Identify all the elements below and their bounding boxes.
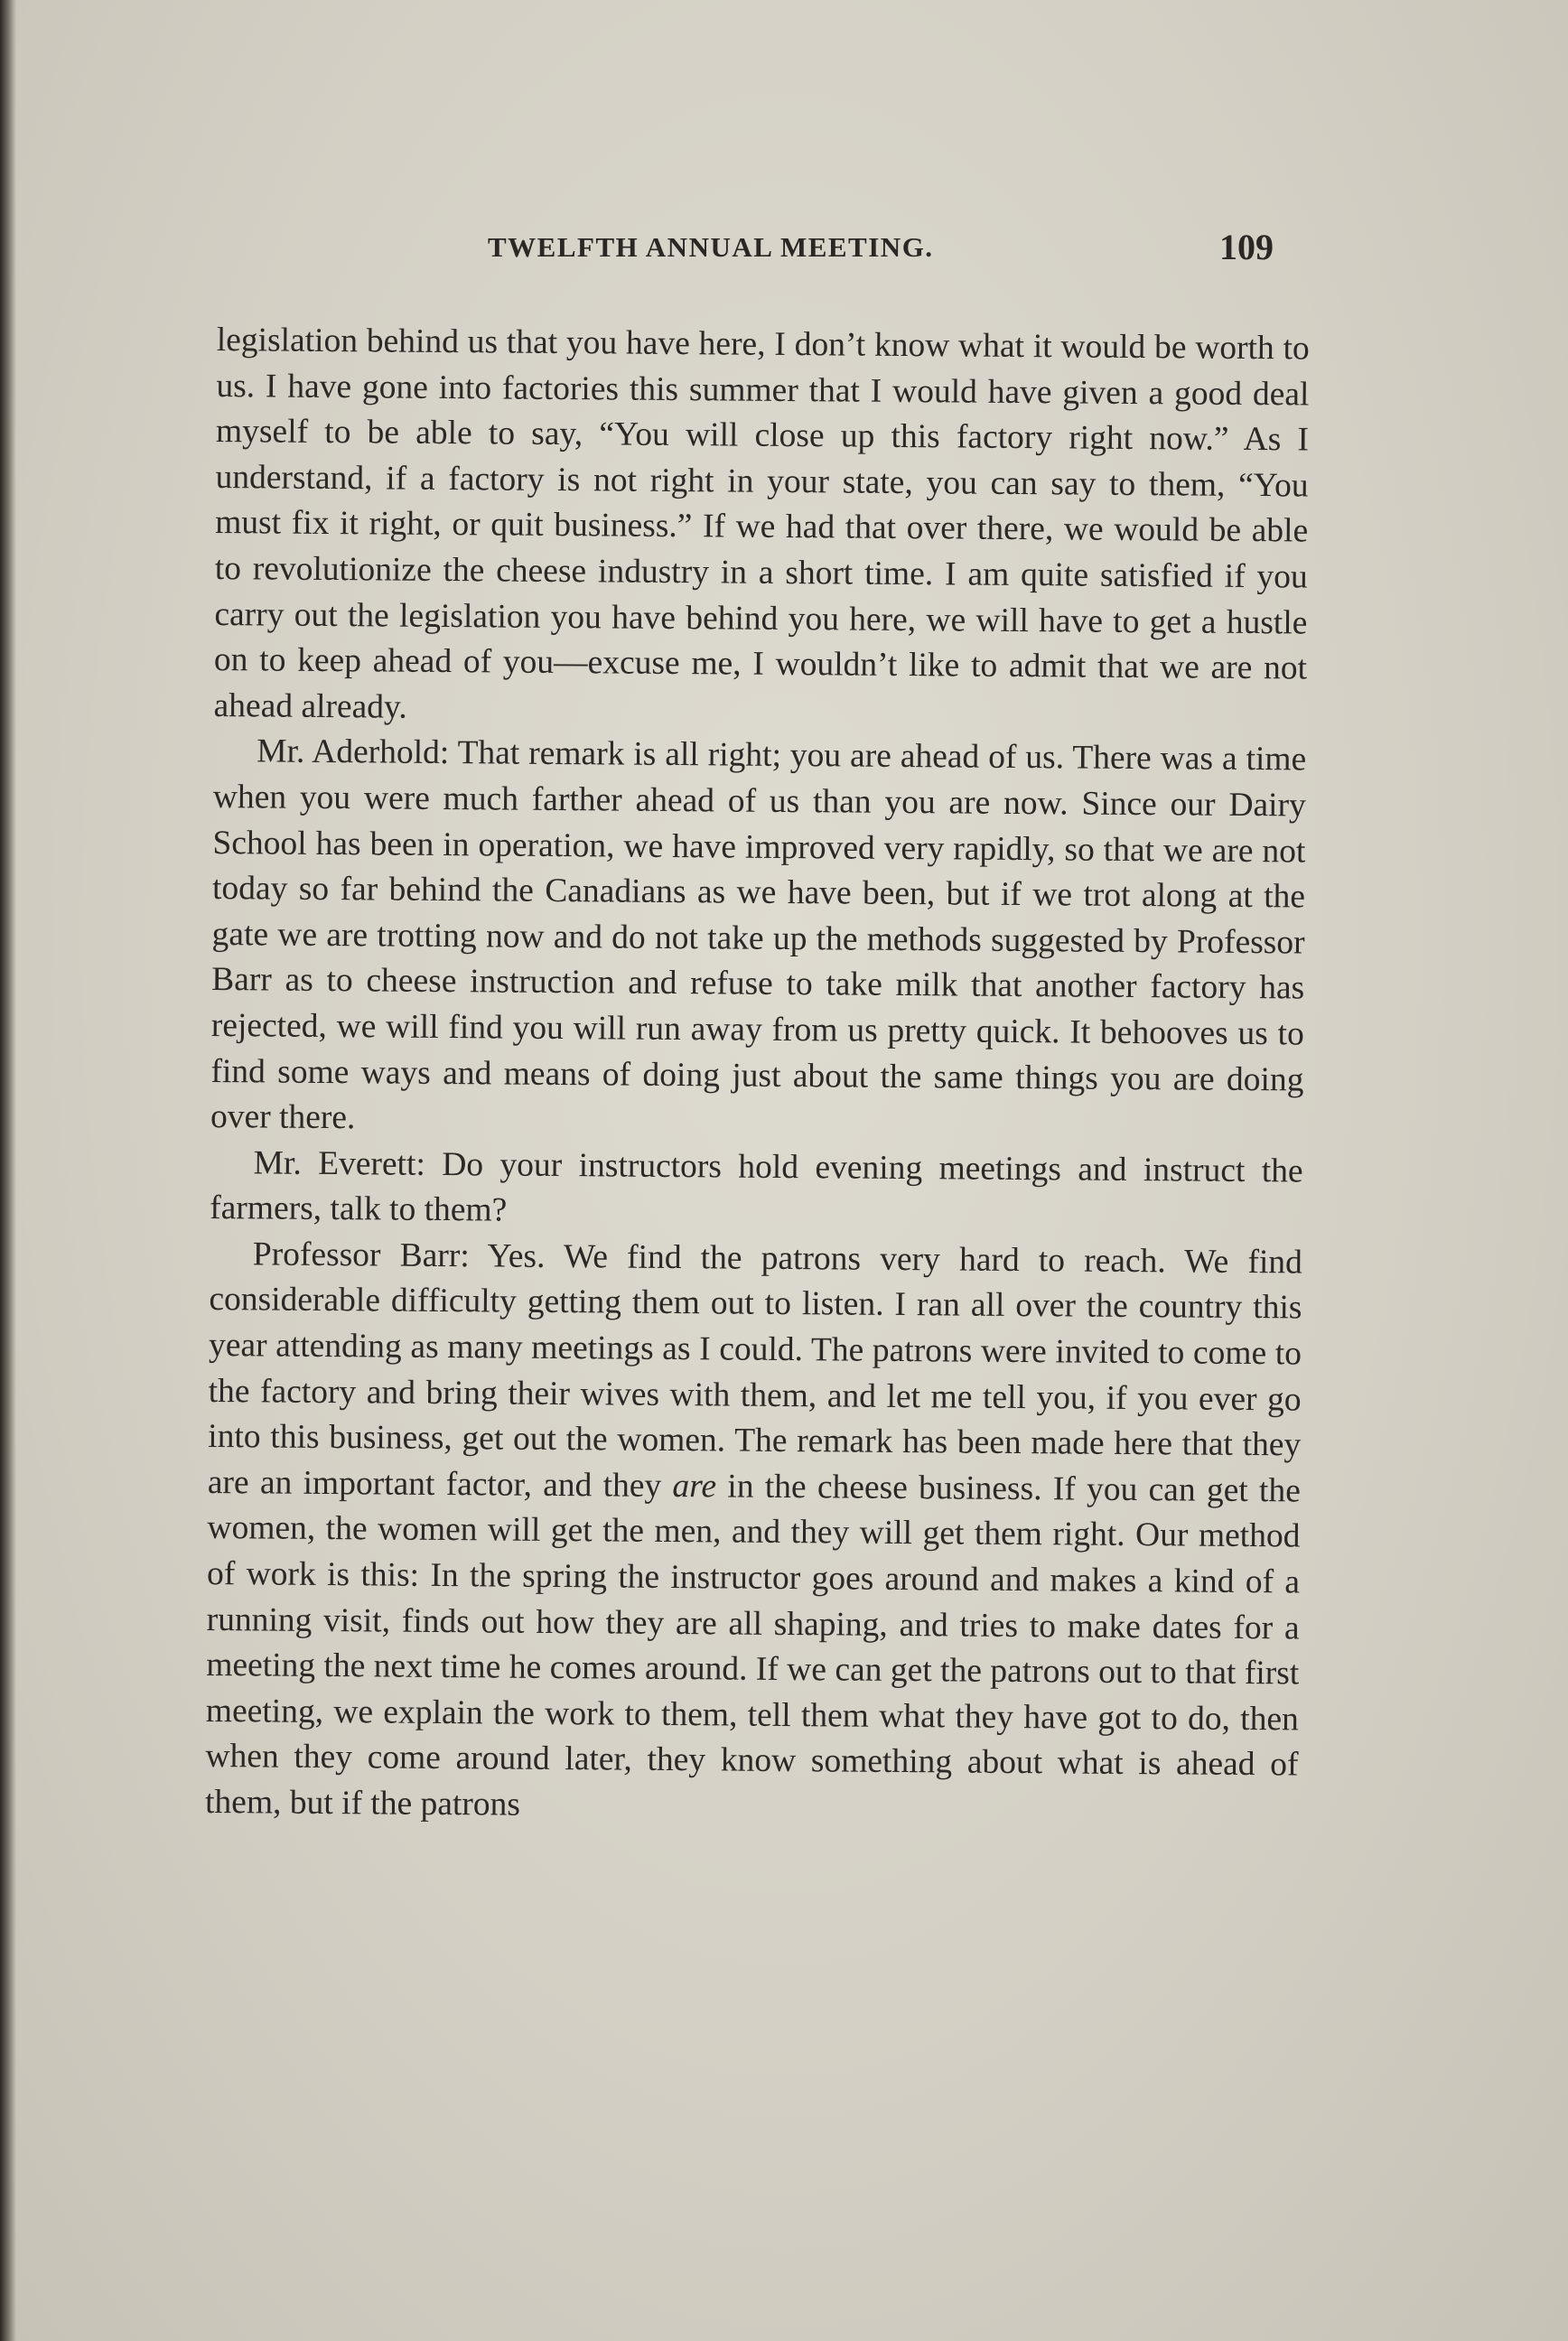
paragraph-everett	[210, 1141, 1303, 1241]
paragraph-text: Do your instructors hold evening meetings and instruct the farmers, talk to them?	[210, 1145, 1303, 1229]
emphasized-word: are	[672, 1467, 717, 1506]
running-title: TWELFTH ANNUAL MEETING.	[488, 231, 934, 263]
paragraph-text: Yes. We find the patrons very hard to reach. We find considerable difficulty getting them out to listen. I ran all over the country this year attending as many meetings as I could. The patrons were invited to come to the factory and bring their wives with them, and let me tell you, if you ever go into this business, get out the women. The remark has been made here that they are an important factor, and they	[207, 1237, 1302, 1505]
paragraph-barr	[205, 1232, 1302, 1834]
paragraph-text: That remark is all right; you are ahead of us. There was a time when you were much farther ahead of us than you are now. Since our Dairy School has been in operation, we have improved very rapidly, so that we are not today so far behind the Canadians as we have been, but if we trot along at the gate we are trotting now and do not take up the methods suggested by Professor Barr as to cheese instruction and refuse to take milk that another factory has rejected, we will find you will run away from us pretty quick. It behooves us to find some ways and means of doing just about the same things you are doing over there.	[210, 734, 1307, 1137]
paragraph-aderhold	[210, 729, 1307, 1149]
paragraph-text: legislation behind us that you have here, I don’t know what it would be worth to us. I have gone into factories this summer that I would have given a good deal myself to be able to say, “You will close up this factory right now.” As I understand, if a factory is not right in your state, you can say to them, “You must fix it right, or quit business.” If we had that over there, we would be able to revolutionize the cheese industry in a short time. I am quite satisfied if you carry out the legislation you have behind you here, we will have to get a hustle on to keep ahead of you—excuse me, I wouldn’t like to admit that we are not ahead already.	[213, 321, 1310, 726]
binding-edge	[0, 0, 16, 2341]
speaker-name: Mr. Aderhold:	[257, 732, 450, 772]
body-text	[205, 318, 1310, 1834]
page-header	[208, 226, 1292, 280]
paragraph-text: in the cheese business. If you can get the women, the women will get the men, and they will get them right. Our method of work is this: In the spring the instructor goes around and makes a kind of a running visit, finds out how they are all shaping, and tries to make dates for a meeting the next time he comes around. If we can get the patrons out to that first meeting, we explain the work to them, tell them what they have got to do, then when they come around later, they know something about what is ahead of them, but if the patrons	[204, 1468, 1302, 1823]
paragraph-continuation	[213, 318, 1310, 738]
page-number: 109	[1219, 227, 1274, 267]
speaker-name: Professor Barr:	[252, 1236, 470, 1275]
speaker-name: Mr. Everett:	[253, 1144, 426, 1183]
